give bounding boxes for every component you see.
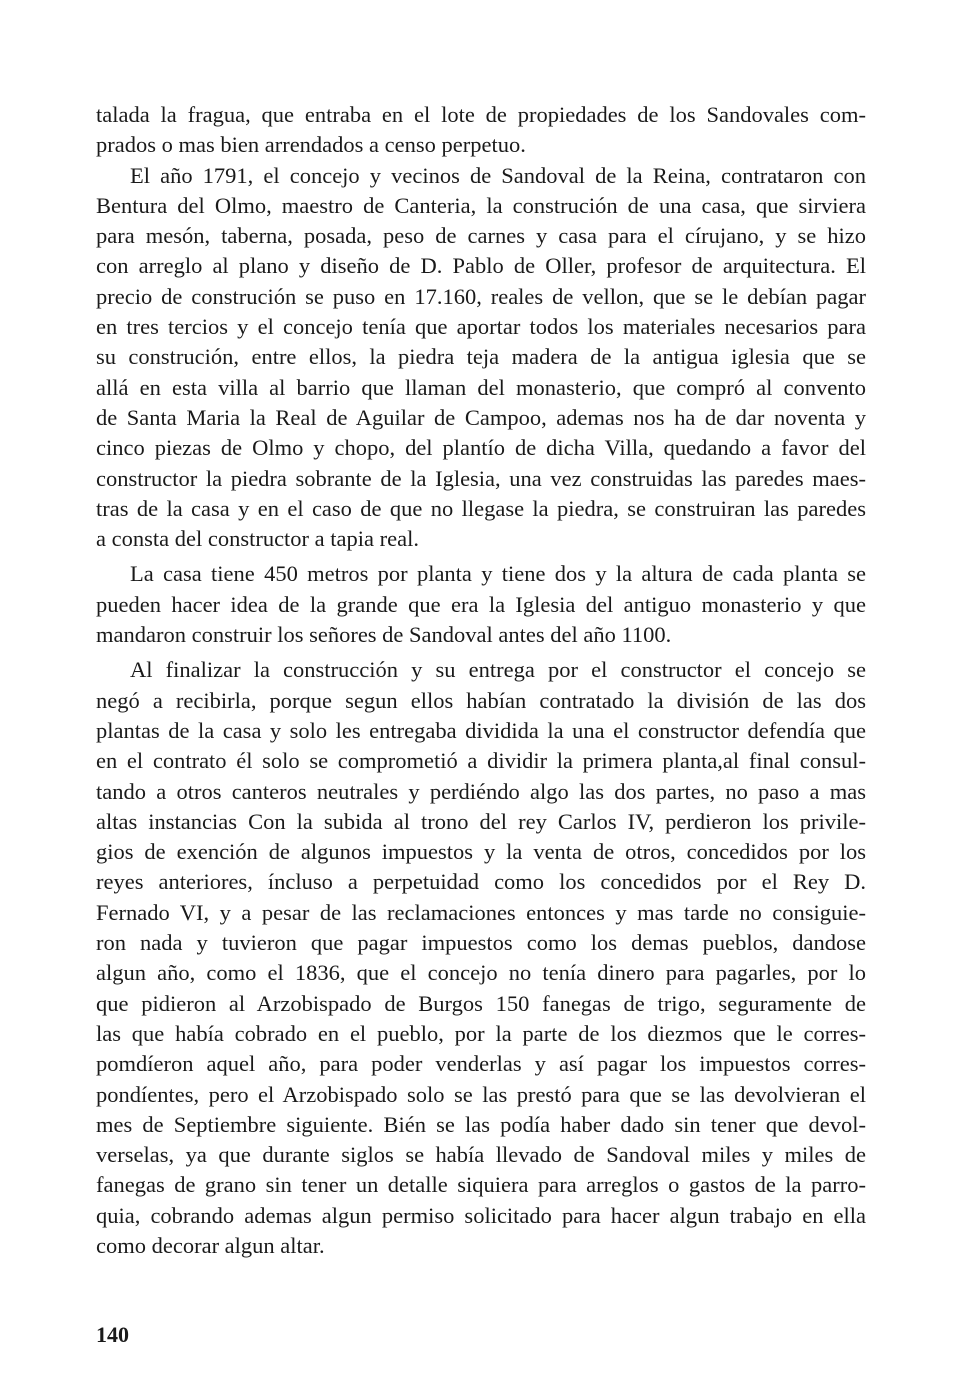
page-number: 140 — [96, 1322, 129, 1347]
text-line: con arreglo al plano y diseño de D. Pablo de Oller, profesor de arquitectura. El — [96, 253, 866, 279]
text-line: altas instancias Con la subida al trono del rey Carlos IV, perdieron los privile- — [96, 808, 866, 834]
text-line: allá en esta villa al barrio que llaman del monasterio, que compró al convento — [96, 374, 866, 400]
text-line: fanegas de grano sin tener un detalle siquiera para arreglos o gastos de la parro- — [96, 1172, 866, 1198]
text-line: pondíentes, pero el Arzobispado solo se las prestó para que se las devolvieran el — [96, 1081, 866, 1107]
text-line: ron nada y tuvieron que pagar impuestos como los demas pueblos, dandose — [96, 930, 866, 956]
text-line: de Santa Maria la Real de Aguilar de Campoo, ademas nos ha de dar noventa y — [96, 404, 866, 430]
text-line: como decorar algun altar. — [96, 1232, 325, 1258]
text-line: pomdíeron aquel año, para poder venderlas y así pagar los impuestos corres- — [96, 1051, 866, 1077]
text-line: mandaron construir los señores de Sandoval antes del año 1100. — [96, 622, 672, 648]
text-line: precio de construción se puso en 17.160, reales de vellon, que se le debían pagar — [96, 283, 866, 309]
text-line: en el contrato él solo se comprometió a dividir la primera planta,al final consul- — [96, 748, 866, 774]
text-line: para mesón, taberna, posada, peso de carnes y casa para el círujano, y se hizo — [96, 223, 866, 249]
text-line: gios de exención de algunos impuestos y la venta de otros, concedidos por los — [96, 839, 866, 865]
paragraph-first-line: El año 1791, el concejo y vecinos de Sandoval de la Reina, contrataron con — [130, 162, 866, 188]
text-line: plantas de la casa y solo les entregaba dividida la una el constructor defendía que — [96, 717, 866, 743]
text-line: Fernado VI, y a pesar de las reclamaciones entonces y mas tarde no consiguie- — [96, 899, 866, 925]
text-line: las que había cobrado en el pueblo, por la parte de los diezmos que le corres- — [96, 1020, 866, 1046]
text-line: que pidieron al Arzobispado de Burgos 150 fanegas de trigo, seguramente de — [96, 990, 866, 1016]
text-line: cinco piezas de Olmo y chopo, del plantío de dicha Villa, quedando a favor del — [96, 435, 866, 461]
text-line: su construción, entre ellos, la piedra teja madera de la antigua iglesia que se — [96, 344, 866, 370]
text-line: en tres tercios y el concejo tenía que aportar todos los materiales necesarios para — [96, 314, 866, 340]
body-text — [96, 100, 866, 1261]
paragraph-first-line: Al finalizar la construcción y su entrega por el constructor el concejo se — [130, 657, 866, 683]
text-line: constructor la piedra sobrante de la Iglesia, una vez construidas las paredes maes- — [96, 465, 866, 491]
text-line: prados o mas bien arrendados a censo perpetuo. — [96, 132, 526, 158]
paragraph-first-line: La casa tiene 450 metros por planta y tiene dos y la altura de cada planta se — [130, 561, 866, 587]
text-line: pueden hacer idea de la grande que era la Iglesia del antiguo monasterio y que — [96, 591, 866, 617]
text-line: reyes anteriores, íncluso a perpetuidad como los concedidos por el Rey D. — [96, 869, 866, 895]
text-line: tras de la casa y en el caso de que no llegase la piedra, se construiran las paredes — [96, 495, 866, 521]
text-line: verselas, ya que durante siglos se había llevado de Sandoval miles y miles de — [96, 1142, 866, 1168]
text-line: negó a recibirla, porque segun ellos habían contratado la división de las dos — [96, 687, 866, 713]
text-line: talada la fragua, que entraba en el lote de propiedades de los Sandovales com- — [96, 102, 866, 127]
text-line: a consta del constructor a tapia real. — [96, 526, 419, 552]
text-line: mes de Septiembre siguiente. Bién se las podía haber dado sin tener que devol- — [96, 1111, 866, 1137]
text-line: Bentura del Olmo, maestro de Canteria, la construción de una casa, que sirviera — [96, 192, 866, 218]
text-line: quia, cobrando ademas algun permiso solicitado para hacer algun trabajo en ella — [96, 1202, 866, 1228]
text-line: tando a otros canteros neutrales y perdiéndo algo las dos partes, no paso a mas — [96, 778, 866, 804]
text-line: algun año, como el 1836, que el concejo no tenía dinero para pagarles, por lo — [96, 960, 866, 986]
